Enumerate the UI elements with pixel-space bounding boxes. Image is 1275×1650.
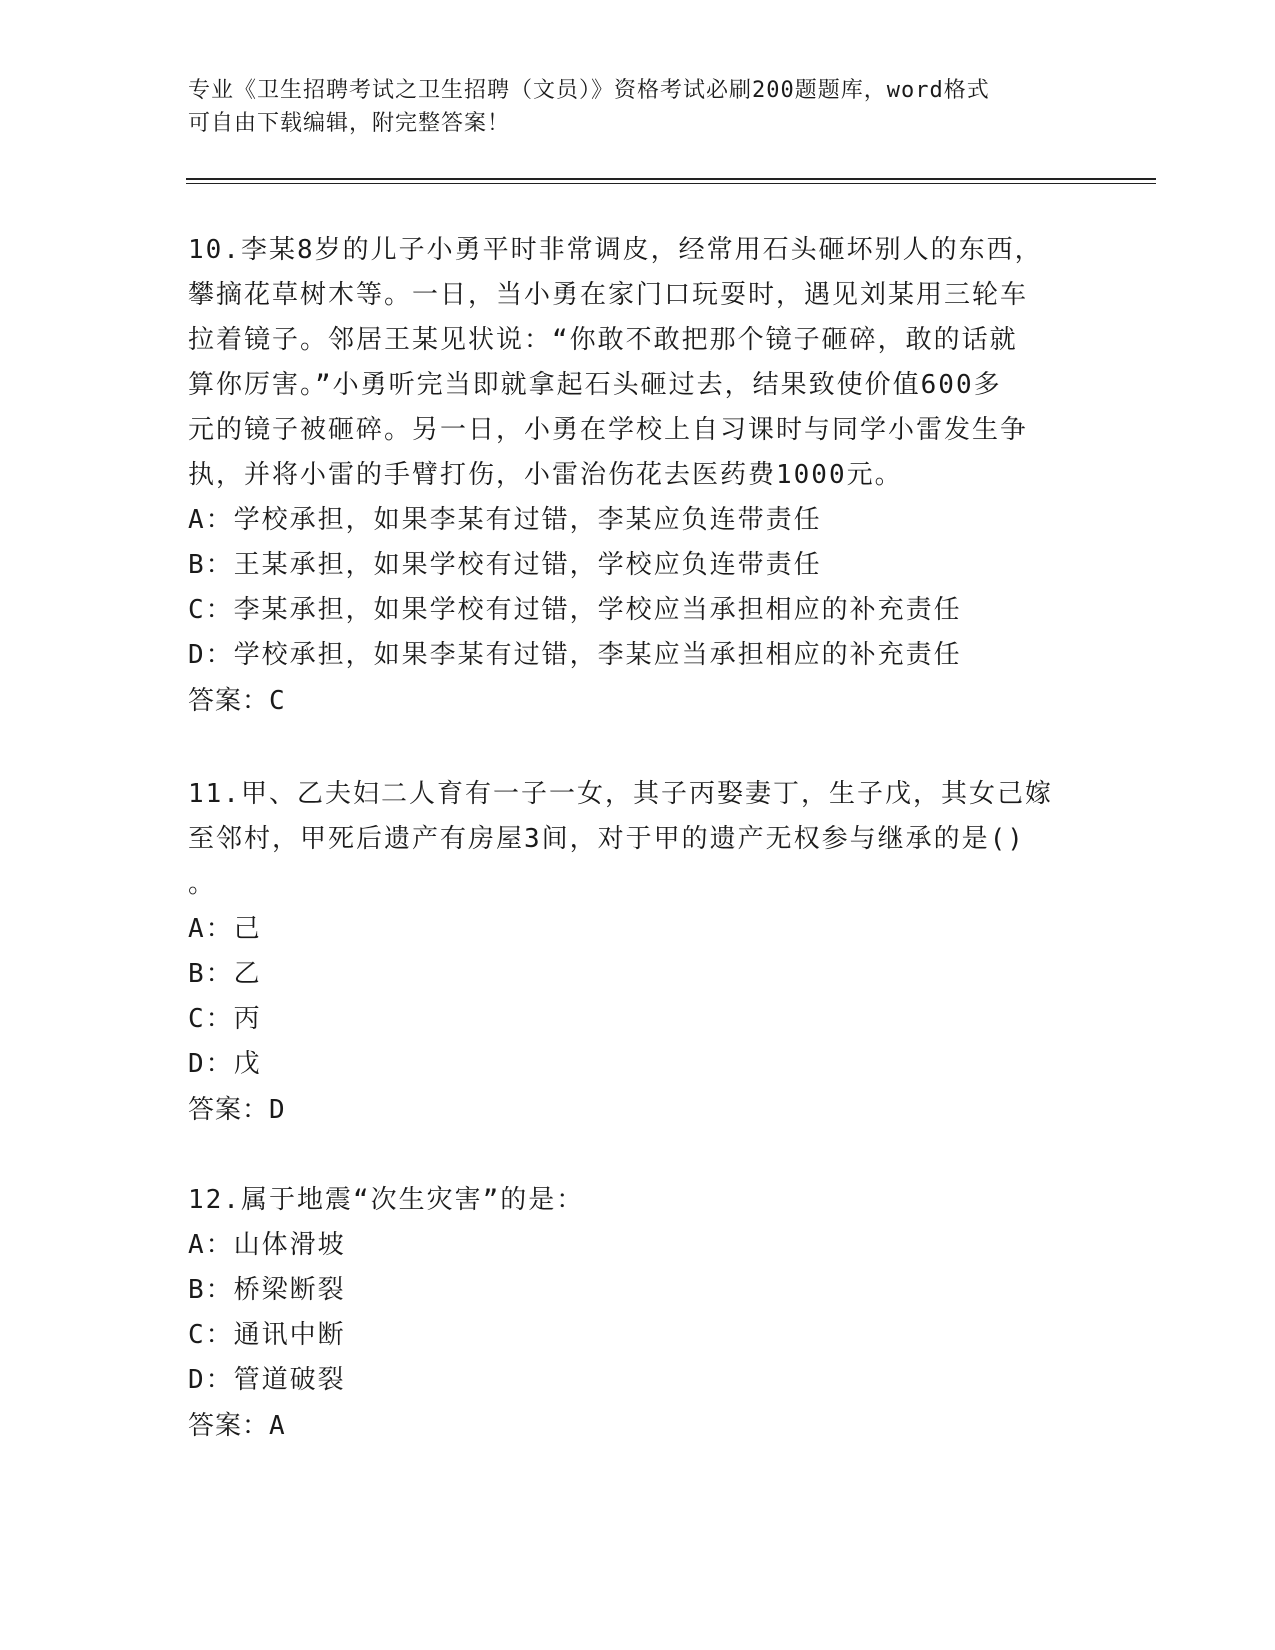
option-a: A：己: [188, 914, 262, 944]
option-d: D：戊: [188, 1049, 262, 1079]
option-c: C：丙: [188, 1004, 262, 1034]
question-text-line: 至邻村，甲死后遗产有房屋3间，对于甲的遗产无权参与继承的是(): [188, 824, 1025, 854]
question-11: [188, 772, 1088, 1133]
answer-line: [188, 1087, 1088, 1133]
question-12: [188, 1178, 1088, 1449]
document-header: [188, 74, 1088, 140]
question-text-line: 拉着镜子。邻居王某见状说：“你敢不敢把那个镜子砸碎，敢的话就: [188, 325, 1018, 355]
question-text-line: 12.属于地震“次生灾害”的是：: [188, 1185, 585, 1215]
question-text-line: 元的镜子被砸碎。另一日，小勇在学校上自习课时与同学小雷发生争: [188, 415, 1029, 445]
option-b: B：桥梁断裂: [188, 1275, 346, 1305]
question-text-line: 11.甲、乙夫妇二人育有一子一女，其子丙娶妻丁，生子戊，其女己嫁: [188, 779, 1053, 809]
header-divider-thin: [186, 183, 1156, 184]
answer-label: 答案：: [188, 686, 270, 716]
option-d: D：学校承担，如果李某有过错，李某应当承担相应的补充责任: [188, 640, 962, 670]
question-text-line: 攀摘花草树木等。一日，当小勇在家门口玩耍时，遇见刘某用三轮车: [188, 280, 1029, 310]
option-c: C：通讯中断: [188, 1320, 346, 1350]
answer-label: 答案：: [188, 1411, 270, 1441]
option-a: A：山体滑坡: [188, 1230, 346, 1260]
header-line: 可自由下载编辑，附完整答案！: [188, 111, 511, 136]
answer-value: C: [269, 686, 286, 716]
answer-label: 答案：: [188, 1095, 270, 1125]
option-c: C：李某承担，如果学校有过错，学校应当承担相应的补充责任: [188, 595, 962, 625]
question-text-line: 。: [188, 869, 217, 899]
answer-value: D: [269, 1095, 286, 1125]
option-a: A：学校承担，如果李某有过错，李某应负连带责任: [188, 505, 822, 535]
answer-line: [188, 678, 1088, 724]
answer-value: A: [269, 1411, 286, 1441]
answer-line: [188, 1403, 1088, 1449]
question-text-line: 算你厉害。”小勇听完当即就拿起石头砸过去，结果致使价值600多: [188, 370, 1002, 400]
header-line: 专业《卫生招聘考试之卫生招聘（文员）》资格考试必刷200题题库，word格式: [188, 78, 990, 103]
option-b: B：王某承担，如果学校有过错，学校应负连带责任: [188, 550, 822, 580]
option-b: B：乙: [188, 959, 262, 989]
header-divider: [186, 178, 1156, 180]
question-text-line: 10.李某8岁的儿子小勇平时非常调皮，经常用石头砸坏别人的东西，: [188, 235, 1043, 265]
question-10: [188, 228, 1088, 724]
question-text-line: 执，并将小雷的手臂打伤，小雷治伤花去医药费1000元。: [188, 460, 903, 490]
option-d: D：管道破裂: [188, 1365, 346, 1395]
